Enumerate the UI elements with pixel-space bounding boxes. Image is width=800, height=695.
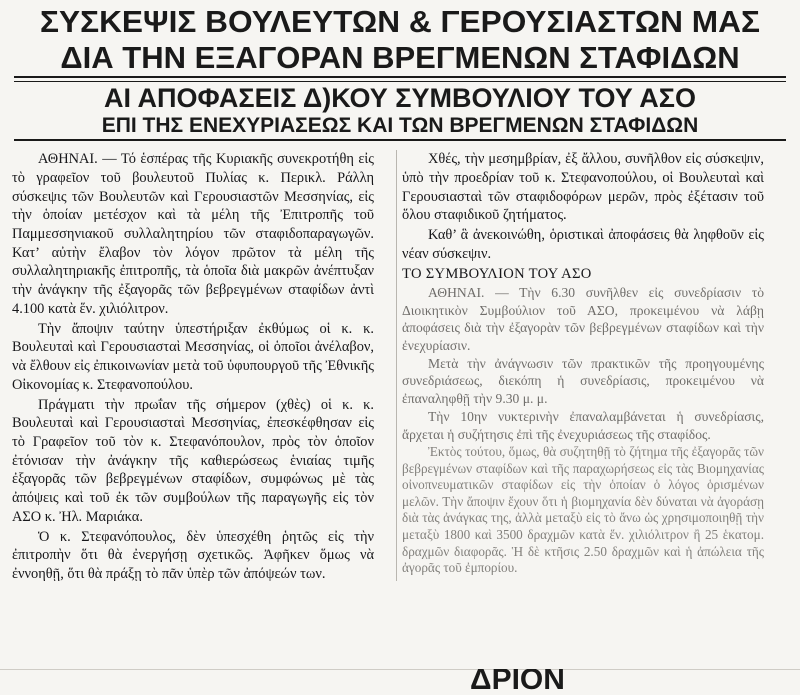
headline-line-4: ΕΠΙ ΤΗΣ ΕΝΕΧΥΡΙΑΣΕΩΣ ΚΑΙ ΤΩΝ ΒΡΕΓΜΕΝΩΝ ΣΤΑΦΙΔΩΝ (101, 113, 699, 137)
paragraph: Ὁ κ. Στεφανόπουλος, δὲν ὑπεσχέθη ῥητῶς εἰς τὴν ἐπιτροπὴν ὅτι θὰ ἐνεργήσῃ σχετικῶς. Ἀφῆκεν ὅμως νὰ ἐννοηθῇ, ὅτι θὰ πράξῃ τὸ πᾶν ὑπὲρ τῶν ἀπόψεών των. (12, 528, 374, 582)
paragraph: Καθ’ ἃ ἀνεκοινώθη, ὁριστικαὶ ἀποφάσεις θὰ ληφθοῦν εἰς νέαν σύσκεψιν. (402, 227, 764, 262)
column-divider (396, 150, 397, 581)
paragraph: Μετὰ τὴν ἀνάγνωσιν τῶν πρακτικῶν τῆς προηγουμένης συνεδριάσεως, διεκόπη ἡ συνεδρίασις, προκειμένου νὰ ἐπαναληφθῇ τὴν 9.30 μ. μ. (402, 356, 764, 406)
left-column (12, 150, 388, 585)
article-columns (0, 144, 800, 585)
paragraph: ΑΘΗΝΑΙ. — Τό ἑσπέρας τῆς Κυριακῆς συνεκροτήθη εἰς τὸ γραφεῖον τοῦ βουλευτοῦ Πυλίας κ. Περικλ. Ράλλη σύσκεψις τῶν Βουλευτῶν καὶ Γερουσιαστῶν Μεσσηνίας, εἰς τὴν ὁποίαν μετέσχον καὶ τὰ μέλη τῆς Ἐπιτροπῆς τοῦ Παμμεσσηνιακοῦ συλλαλητηρίου τῶν σταφιδοπαραγωγῶν. Κατ’ αὐτὴν ἔλαβον τὸν λόγον πρῶτον τὰ μέλη τῆς συλλαλητηριακῆς ἐπιτροπῆς, τὰ ὁποῖα διὰ μακρῶν ἀνέπτυξαν τὴν ἀνάγκην τῆς ἐξαγορᾶς τῶν βεβρεγμένων σταφίδων ἀντὶ 4.100 κατὰ ἕν. χιλιόλιτρον. (12, 151, 374, 317)
headline-block (0, 0, 800, 141)
headline-divider-thin (14, 81, 786, 82)
headline-line-1: ΣΥΣΚΕΨΙΣ ΒΟΥΛΕΥΤΩΝ & ΓΕΡΟΥΣΙΑΣΤΩΝ ΜΑΣ (40, 4, 760, 39)
right-column (388, 150, 764, 585)
headline-divider-thick (14, 76, 786, 78)
bottom-edge-line (0, 669, 800, 670)
headline-line-2: ΔΙΑ ΤΗΝ ΕΞΑΓΟΡΑΝ ΒΡΕΓΜΕΝΩΝ ΣΤΑΦΙΔΩΝ (60, 39, 740, 75)
paragraph: ΑΘΗΝΑΙ. — Τὴν 6.30 συνῆλθεν εἰς συνεδρίασιν τὸ Διοικητικὸν Συμβούλιον τοῦ ΑΣΟ, προκειμένου νὰ λάβῃ ἀποφάσεις διὰ τὴν ἐξαγορὰν τῶν βεβρεγμένων σταφίδων καὶ τὴν ἐνεχυρίασιν. (402, 285, 764, 353)
subheading: ΤΟ ΣΥΜΒΟΥΛΙΟΝ ΤΟΥ ΑΣΟ (402, 266, 592, 283)
paragraph: Ἐκτὸς τούτου, ὅμως, θὰ συζητηθῇ τὸ ζήτημα τῆς ἐξαγορᾶς τῶν βεβρεγμένων σταφίδων καὶ τῆς παραχωρήσεως εἰς τὰς Βιομηχανίας οἰνοπνευματικῶν σταφίδων εἰς τὴν ὁποίαν ὁ λόγος ὁρισμένων μελῶν. Τὴν ἄποψιν ἔχουν ὅτι ἡ βιομηχανία δὲν δύναται νὰ ἀγοράσῃ διὰ τὰς ἀνάγκας της, ἀλλὰ μεταξὺ εἰς τὸ ἄνω ὡς χρησιμοποιηθῇ τὴν μεταξὺ 1800 καὶ 3500 δραχμῶν κατὰ ἕν. χιλιόλιτρον ἢ 25 ἑκατομ. δραχμῶν διαφορᾶς. Ἡ δὲ κτῆσις 2.50 δραχμῶν καὶ ἡ ἀπώλεια τῆς ἀγορᾶς τοῦ ἐμπορίου. (402, 443, 764, 576)
headline-divider-bottom (14, 139, 786, 141)
headline-line-3: ΑΙ ΑΠΟΦΑΣΕΙΣ Δ)ΚΟΥ ΣΥΜΒΟΥΛΙΟΥ ΤΟΥ ΑΣΟ (103, 83, 696, 114)
paragraph: Τὴν 10ην νυκτερινὴν ἐπαναλαμβάνεται ἡ συνεδρίασις, ἄρχεται ἡ συζήτησις ἐπὶ τῆς ἐνεχυριάσεως τῆς σταφίδος. (402, 409, 764, 442)
bottom-partial-headline-strip (0, 669, 800, 695)
paragraph: Πράγματι τὴν πρωΐαν τῆς σήμερον (χθὲς) οἱ κ. κ. Βουλευταὶ καὶ Γερουσιασταὶ Μεσσηνίας, ἐπεσκέφθησαν εἰς τὸ Γραφεῖον τοῦ τὸν κ. Στεφανόπουλον, πρὸς τὸν ὁποῖον ἐτόνισαν τὴν ἀνάγκην τῆς καθιερώσεως ἑνιαίας τιμῆς ἐξαγορᾶς τῶν βεβρεγμένων σταφίδων, συμφώνως μὲ τὰς ἀπόψεις καὶ τοῦ ἐκ τῶν συμβούλων τῆς παραγωγῆς εἰς τὸν ΑΣΟ κ. Ἠλ. Μαριάκα. (12, 396, 374, 525)
paragraph: Τὴν ἄποψιν ταύτην ὑπεστήριξαν ἐκθύμως οἱ κ. κ. Βουλευταὶ καὶ Γερουσιασταὶ Μεσσηνίας, οἱ ὁποῖοι ἀνέλαβον, νὰ ἔλθουν εἰς ἐπικοινωνίαν μετὰ τοῦ ὑφυπουργοῦ τῆς Ἐθνικῆς Οἰκονομίας κ. Στεφανοπούλου. (12, 320, 374, 393)
paragraph: Χθές, τὴν μεσημβρίαν, ἐξ ἄλλου, συνῆλθον εἰς σύσκεψιν, ὑπὸ τὴν προεδρίαν τοῦ κ. Στεφανοπούλου, οἱ Βουλευταὶ καὶ Γερουσιασταὶ τῶν σταφιδοφόρων μερῶν, πρὸς ἐξέτασιν τοῦ ὅλου σταφιδικοῦ ζητήματος. (402, 151, 764, 224)
bottom-partial-headline: ΔΡΙΟΝ (470, 669, 565, 695)
